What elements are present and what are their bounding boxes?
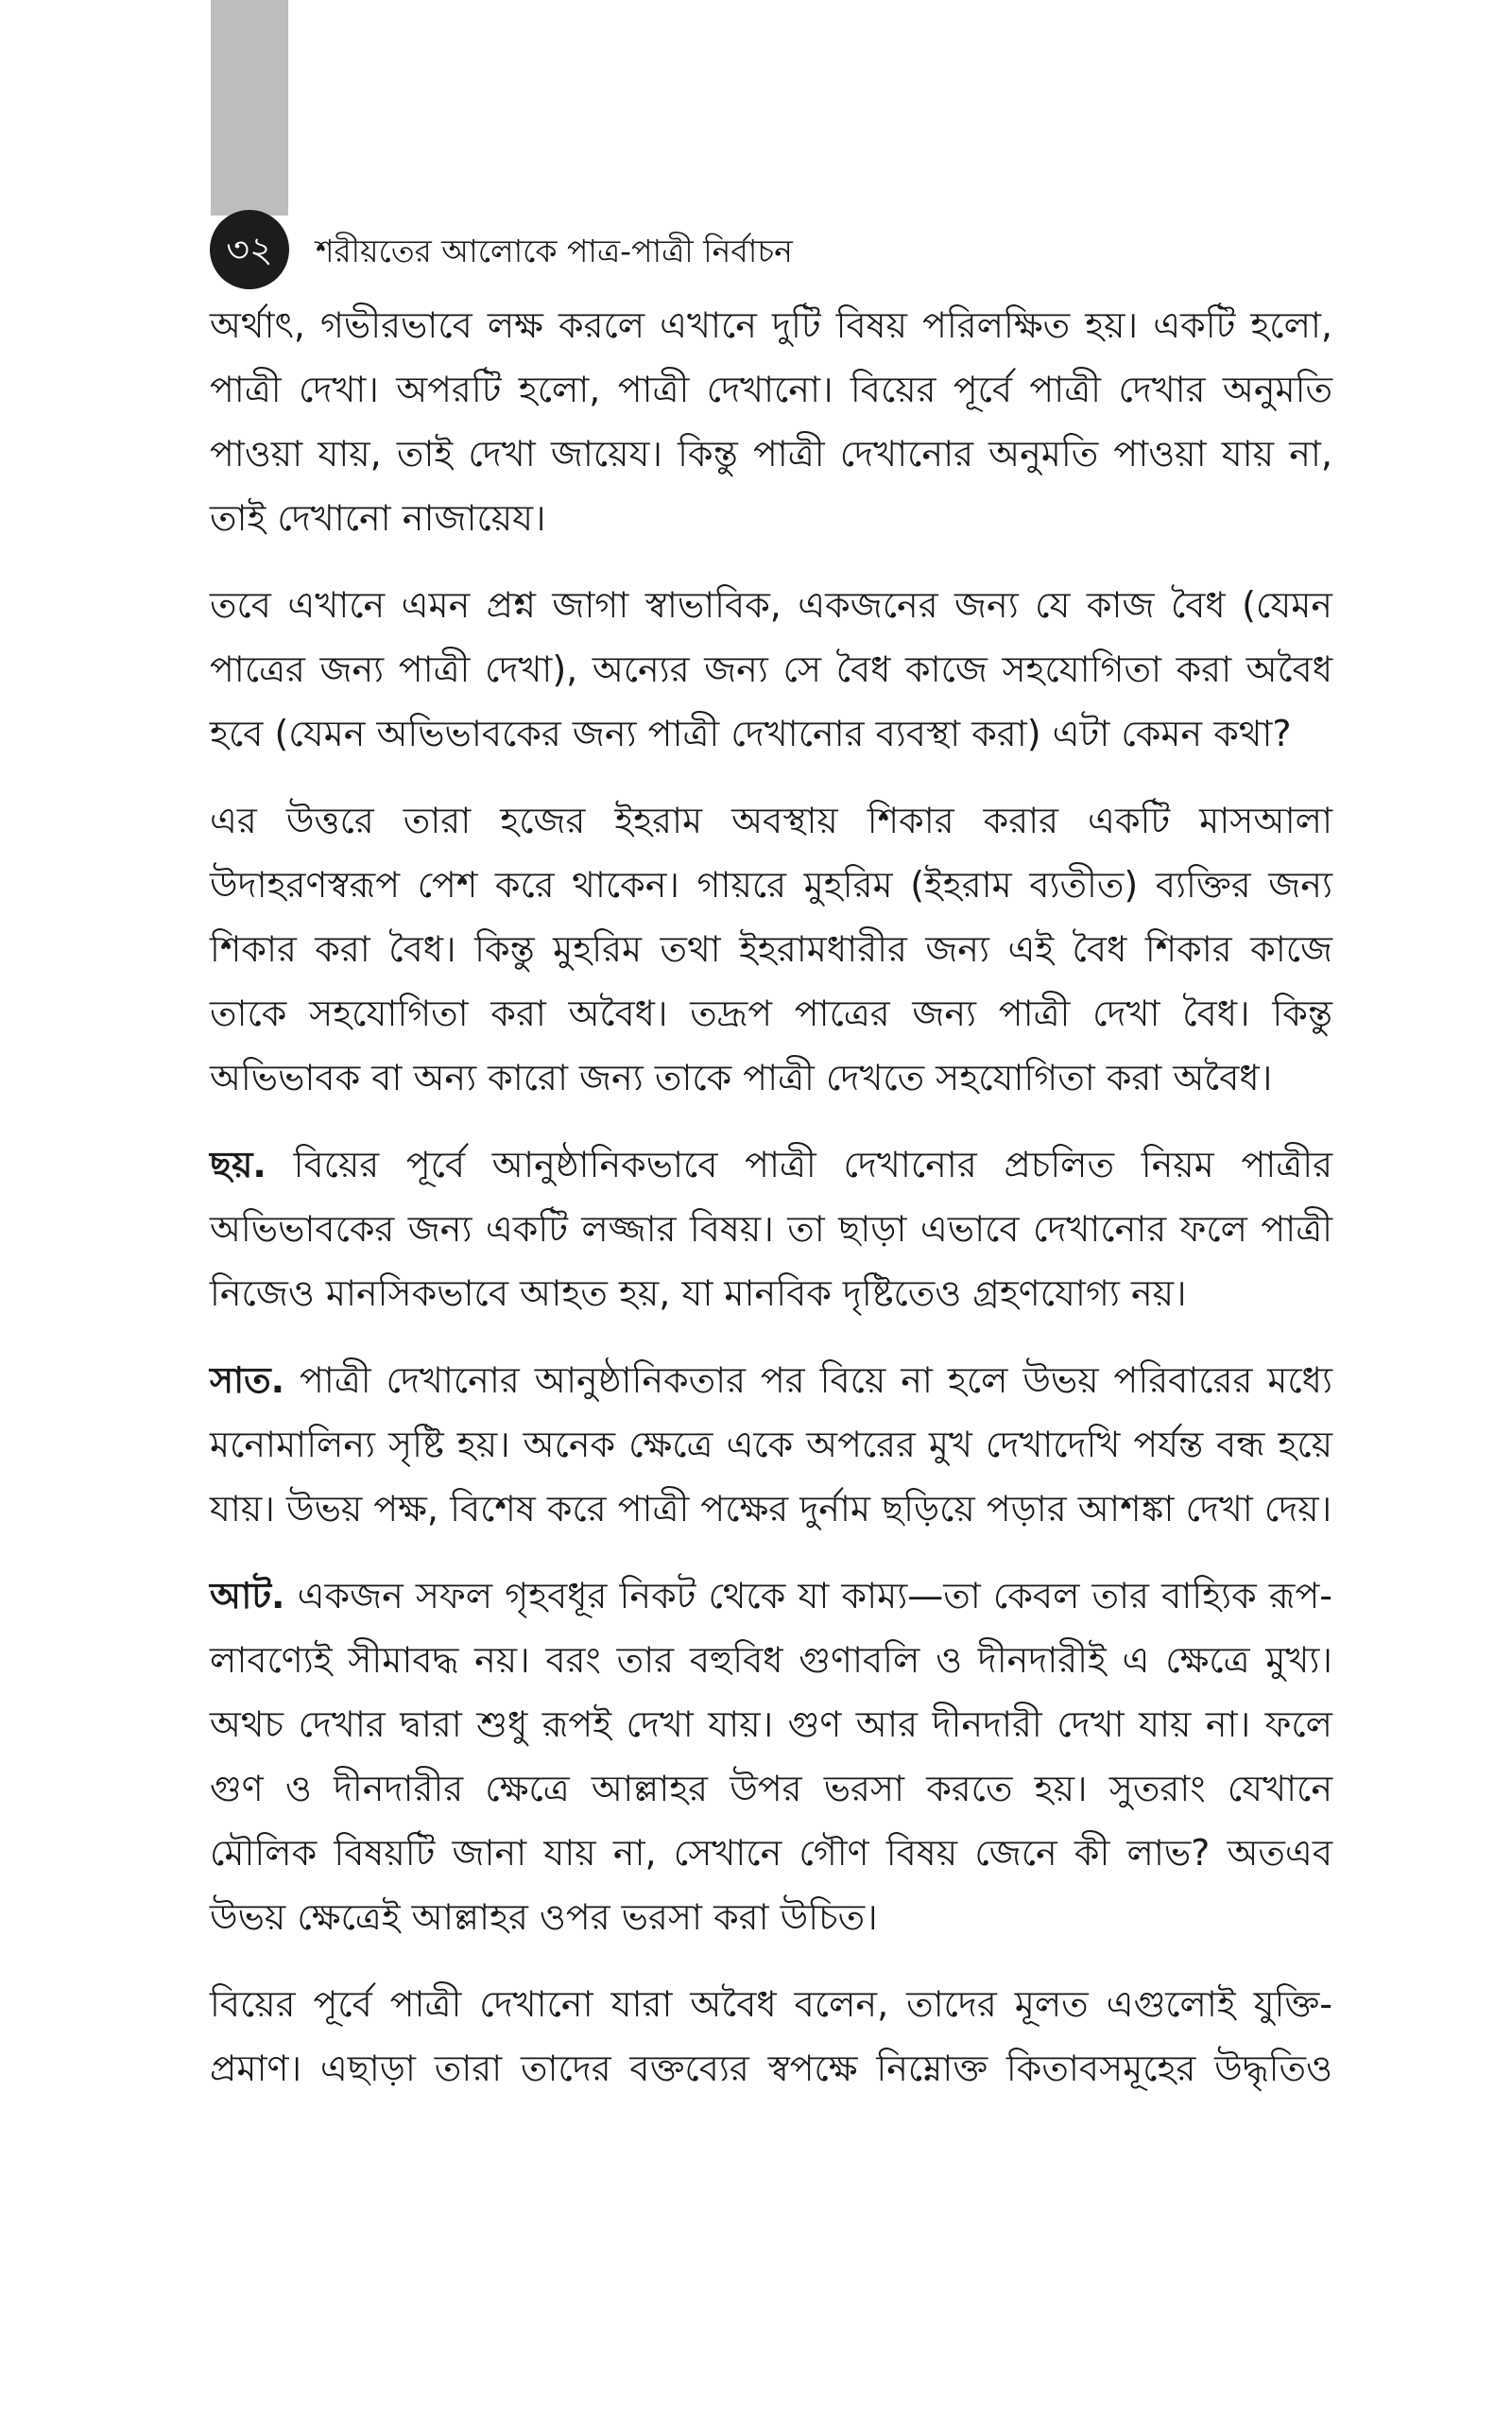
decorative-header-tab bbox=[211, 0, 288, 216]
paragraph-1: অর্থাৎ, গভীরভাবে লক্ষ করলে এখানে দুটি বিষয় পরিলক্ষিত হয়। একটি হলো, পাত্রী দেখা। অপরটি হলো, পাত্রী দেখানো। বিয়ের পূর্বে পাত্রী দেখার অনুমতি পাওয়া যায়, তাই দেখা জায়েয। কিন্তু পাত্রী দেখানোর অনুমতি পাওয়া যায় না, তাই দেখানো নাজায়েয। bbox=[210, 304, 1332, 539]
point-six-text: বিয়ের পূর্বে আনুষ্ঠানিকভাবে পাত্রী দেখানোর প্রচলিত নিয়ম পাত্রীর অভিভাবকের জন্য একটি লজ্জার বিষয়। তা ছাড়া এভাবে দেখানোর ফলে পাত্রী নিজেও মানসিকভাবে আহত হয়, যা মানবিক দৃষ্টিতেও গ্রহণযোগ্য নয়। bbox=[210, 1144, 1332, 1314]
running-header-title: শরীয়তের আলোকে পাত্র-পাত্রী নির্বাচন bbox=[316, 233, 793, 269]
paragraph-2: তবে এখানে এমন প্রশ্ন জাগা স্বাভাবিক, একজনের জন্য যে কাজ বৈধ (যেমন পাত্রের জন্য পাত্রী দেখা), অন্যের জন্য সে বৈধ কাজে সহযোগিতা করা অবৈধ হবে (যেমন অভিভাবকের জন্য পাত্রী দেখানোর ব্যবস্থা করা) এটা কেমন কথা? bbox=[210, 584, 1332, 754]
paragraph-5 bbox=[210, 1348, 1332, 1541]
page-number: ৩২ bbox=[210, 210, 289, 289]
point-eight-text: একজন সফল গৃহবধূর নিকট থেকে যা কাম্য—তা কেবল তার বাহ্যিক রূপ-লাবণ্যেই সীমাবদ্ধ নয়। বরং তার বহুবিধ গুণাবলি ও দীনদারীই এ ক্ষেত্রে মুখ্য। অথচ দেখার দ্বারা শুধু রূপই দেখা যায়। গুণ আর দীনদারী দেখা যায় না। ফলে গুণ ও দীনদারীর ক্ষেত্রে আল্লাহর উপর ভরসা করতে হয়। সুতরাং যেখানে মৌলিক বিষয়টি জানা যায় না, সেখানে গৌণ বিষয় জেনে কী লাভ? অতএব উভয় ক্ষেত্রেই আল্লাহর ওপর ভরসা করা উচিত। bbox=[210, 1575, 1332, 1938]
point-six-label: ছয়. bbox=[210, 1144, 266, 1185]
paragraph-6 bbox=[210, 1564, 1332, 1949]
paragraph-3: এর উত্তরে তারা হজের ইহরাম অবস্থায় শিকার করার একটি মাসআলা উদাহরণস্বরূপ পেশ করে থাকেন। গায়রে মুহরিম (ইহরাম ব্যতীত) ব্যক্তির জন্য শিকার করা বৈধ। কিন্তু মুহরিম তথা ইহরামধারীর জন্য এই বৈধ শিকার কাজে তাকে সহযোগিতা করা অবৈধ। তদ্রূপ পাত্রের জন্য পাত্রী দেখা বৈধ। কিন্তু অভিভাবক বা অন্য কারো জন্য তাকে পাত্রী দেখতে সহযোগিতা করা অবৈধ। bbox=[210, 800, 1332, 1098]
point-seven-text: পাত্রী দেখানোর আনুষ্ঠানিকতার পর বিয়ে না হলে উভয় পরিবারের মধ্যে মনোমালিন্য সৃষ্টি হয়। অনেক ক্ষেত্রে একে অপরের মুখ দেখাদেখি পর্যন্ত বন্ধ হয়ে যায়। উভয় পক্ষ, বিশেষ করে পাত্রী পক্ষের দুর্নাম ছড়িয়ে পড়ার আশঙ্কা দেখা দেয়। bbox=[210, 1359, 1332, 1530]
body-text bbox=[210, 293, 1332, 2123]
point-eight-label: আট. bbox=[210, 1575, 285, 1616]
paragraph-7: বিয়ের পূর্বে পাত্রী দেখানো যারা অবৈধ বলেন, তাদের মূলত এগুলোই যুক্তি-প্রমাণ। এছাড়া তারা তাদের বক্তব্যের স্বপক্ষে নিম্নোক্ত কিতাবসমূহের উদ্ধৃতিও bbox=[210, 1983, 1332, 2089]
point-seven-label: সাত. bbox=[210, 1359, 285, 1401]
paragraph-4 bbox=[210, 1132, 1332, 1325]
